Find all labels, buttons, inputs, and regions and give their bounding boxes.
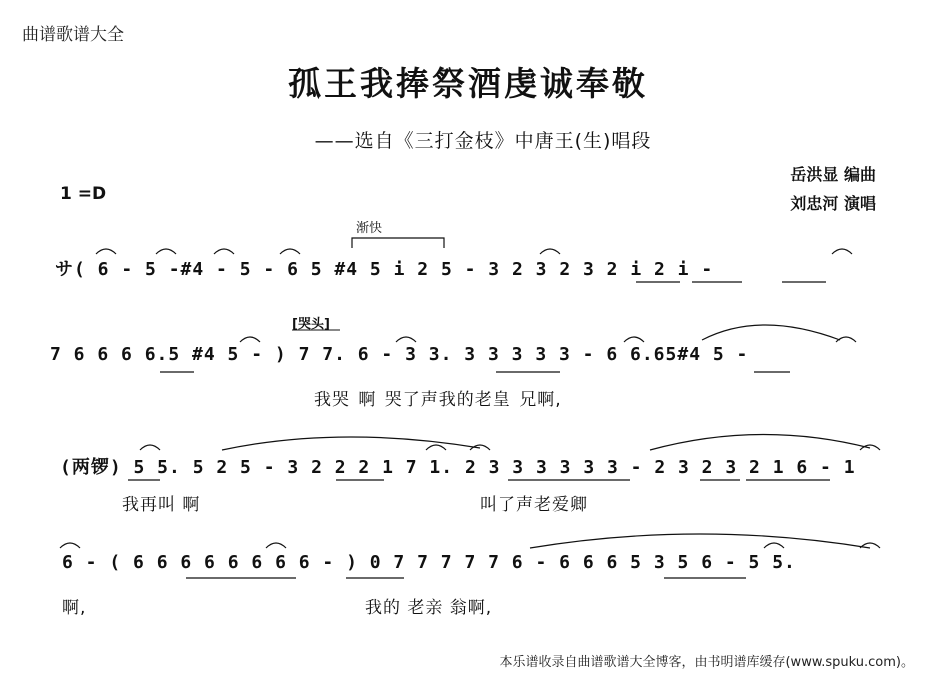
fermata — [140, 445, 160, 450]
notation-row-2: 7 6 6 6 6.5 #4 5 - ) 7 7. 6 - 3 3. 3 3 3 3 3 - 6 6.65#4 5 - — [50, 344, 749, 365]
song-title: 孤王我捧祭酒虔诚奉敬 — [288, 64, 648, 103]
fermata — [96, 249, 116, 254]
fermata — [832, 249, 852, 254]
key-signature: 1 =D — [60, 184, 107, 204]
singer-credit: 刘忠河 演唱 — [790, 194, 876, 213]
lyric-line-4: 啊, — [62, 598, 87, 618]
notation-row-4: 6 - ( 6 6 6 6 6 6 6 6 - ) 0 7 7 7 7 7 6 - 6 6 6 5 3 5 6 - 5 5. — [62, 552, 796, 573]
notation-row-1: サ( 6 - 5 -#4 - 5 - 6 5 #4 5 i 2 5 - 3 2 3 2 3 2 i 2 i - — [55, 259, 714, 280]
lyric-line-2: 我再叫 啊 — [122, 495, 201, 515]
fermata — [156, 249, 176, 254]
slur — [702, 325, 840, 340]
fermata — [280, 249, 300, 254]
fermata — [540, 249, 560, 254]
lyric-line-5: 我的 老亲 翁啊, — [365, 598, 493, 618]
lyric-line-3: 叫了声老爱卿 — [480, 495, 588, 515]
fermata — [240, 337, 260, 342]
footer-note: 本乐谱收录自曲谱歌谱大全博客，由书明谱库缓存(www.spuku.com)。 — [499, 655, 914, 670]
fermata — [764, 543, 784, 548]
crying-cue: [哭头] — [292, 317, 330, 332]
fermata — [266, 543, 286, 548]
fermata — [624, 337, 644, 342]
tempo-mark: 渐快 — [356, 221, 383, 236]
fermata — [60, 543, 80, 548]
fermata — [836, 337, 856, 342]
tempo-bracket — [352, 238, 444, 248]
lyric-line-1: 我哭 啊 哭了声我的老皇 兄啊, — [314, 390, 562, 410]
slur — [650, 434, 870, 450]
notation-row-3: (两锣) 5 5. 5 2 5 - 3 2 2 2 1 7 1. 2 3 3 3 3 3 3 - 2 3 2 3 2 1 6 - 1 — [60, 457, 856, 478]
song-subtitle: ——选自《三打金枝》中唐王(生)唱段 — [314, 130, 652, 152]
site-name: 曲谱歌谱大全 — [22, 25, 124, 45]
fermata — [426, 445, 446, 450]
slur — [222, 437, 480, 450]
composer-credit: 岳洪显 编曲 — [790, 165, 876, 184]
slur — [530, 534, 870, 548]
fermata — [396, 337, 416, 342]
fermata — [214, 249, 234, 254]
